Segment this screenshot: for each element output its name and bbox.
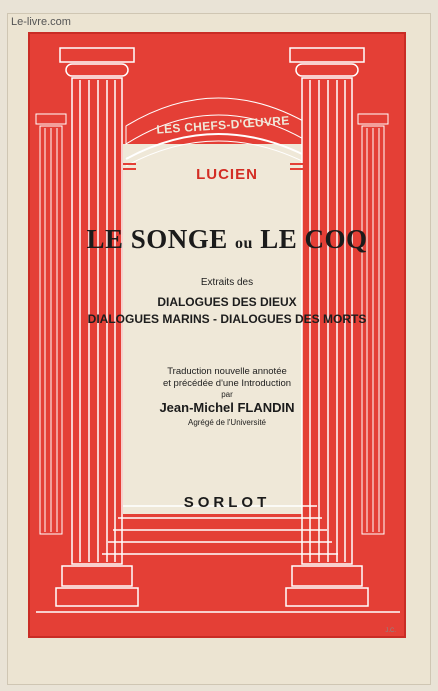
title-part-2: LE COQ [260, 224, 368, 254]
translation-line-2: et précédée d'une Introduction [162, 378, 292, 389]
corner-mark: J.C. [385, 628, 396, 634]
dialogues-line-2: DIALOGUES MARINS - DIALOGUES DES MORTS [87, 312, 367, 326]
author-name: LUCIEN [196, 166, 258, 183]
translator-credential: Agrégé de l'Université [187, 418, 266, 427]
title-conjunction: ou [235, 235, 253, 252]
series-title: LES CHEFS-D'ŒUVRE [156, 113, 290, 137]
extract-intro: Extraits des [200, 277, 254, 288]
book-cover [8, 14, 430, 684]
book-title [8, 224, 438, 255]
dialogues-line-1: DIALOGUES DES DIEUX [157, 295, 297, 309]
by-label: par [221, 390, 233, 399]
watermark: Le-livre.com [11, 16, 71, 28]
publisher-name: SORLOT [183, 494, 271, 511]
translation-line-1: Traduction nouvelle annotée [167, 366, 287, 377]
title-part-1: LE SONGE [86, 224, 228, 254]
columns-illustration [8, 14, 430, 684]
translator-name: Jean-Michel FLANDIN [159, 400, 295, 415]
